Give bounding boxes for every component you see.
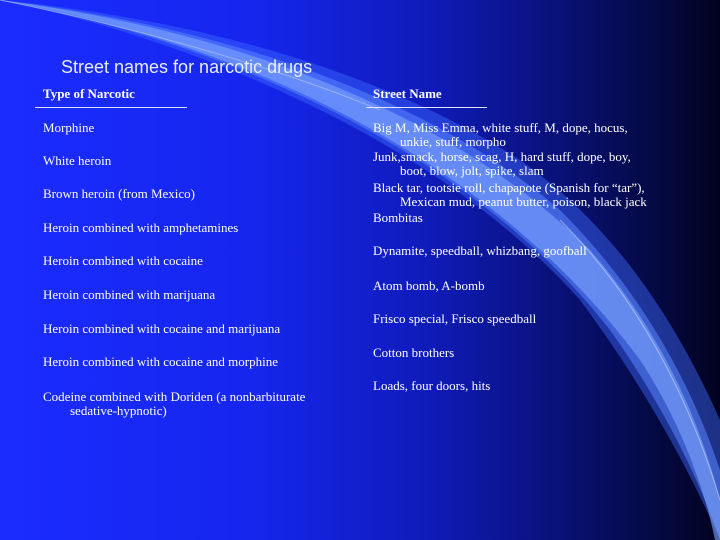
- street-name-line: Dynamite, speedball, whizbang, goofball: [373, 243, 587, 258]
- narcotic-line: Morphine: [43, 120, 95, 135]
- narcotic-line: Brown heroin (from Mexico): [43, 186, 195, 201]
- street-name-line-continued: boot, blow, jolt, spike, slam: [400, 162, 544, 178]
- narcotic-item: [43, 221, 343, 235]
- street-name-item: [373, 379, 673, 393]
- street-name-line: Atom bomb, A-bomb: [373, 278, 485, 293]
- narcotic-line: Heroin combined with amphetamines: [43, 220, 239, 235]
- narcotic-item: [43, 187, 343, 201]
- street-name-line-continued: Mexican mud, peanut butter, poison, black jack: [400, 193, 647, 209]
- street-name-item: [373, 211, 673, 225]
- street-name-item: [373, 244, 673, 258]
- street-name-item: [373, 346, 673, 360]
- narcotic-line: Heroin combined with cocaine and morphine: [43, 354, 279, 369]
- narcotic-line: White heroin: [43, 153, 112, 168]
- narcotic-line: Heroin combined with marijuana: [43, 287, 216, 302]
- narcotic-line: Heroin combined with cocaine and marijuana: [43, 321, 281, 336]
- header-underline-type: [35, 107, 187, 108]
- narcotic-line-continued: sedative-hypnotic): [70, 403, 167, 418]
- column-header-street-name: Street Name: [373, 86, 442, 101]
- street-name-line: Loads, four doors, hits: [373, 378, 491, 393]
- narcotic-line: Heroin combined with cocaine: [43, 253, 203, 268]
- narcotic-item: [43, 121, 343, 135]
- street-name-line: Junk,smack, horse, scag, H, hard stuff, dope, boy,: [373, 149, 631, 164]
- street-name-item: [373, 150, 673, 177]
- street-name-item: [373, 181, 673, 208]
- street-name-item: [373, 121, 673, 148]
- narcotic-item: [43, 322, 343, 336]
- street-name-item: [373, 279, 673, 293]
- slide-title: Street names for narcotic drugs: [61, 57, 313, 77]
- header-underline-street-name: [366, 107, 487, 108]
- street-name-line-continued: unkie, stuff, morpho: [400, 133, 506, 149]
- narcotic-item: [43, 288, 343, 302]
- column-header-type: Type of Narcotic: [43, 86, 135, 101]
- street-name-line: Big M, Miss Emma, white stuff, M, dope, hocus,: [373, 120, 628, 135]
- narcotic-item: [43, 355, 343, 369]
- street-name-line: Frisco special, Frisco speedball: [373, 311, 537, 326]
- street-name-line: Cotton brothers: [373, 345, 455, 360]
- street-name-item: [373, 312, 673, 326]
- narcotic-line: Codeine combined with Doriden (a nonbarbiturate: [43, 389, 306, 404]
- narcotic-item: [43, 154, 343, 168]
- street-name-line: Black tar, tootsie roll, chapapote (Spanish for “tar”),: [373, 180, 645, 195]
- narcotic-item: [43, 254, 343, 268]
- narcotic-item: [43, 390, 343, 418]
- street-name-line: Bombitas: [373, 210, 423, 225]
